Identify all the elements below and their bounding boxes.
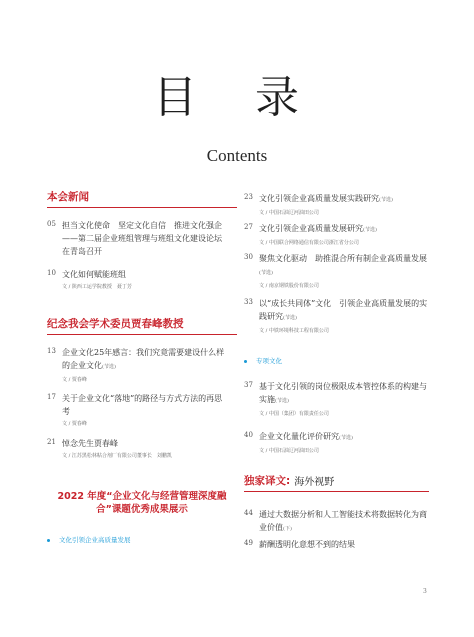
entry-title: 文化引领企业高质量发展研究 [259, 224, 363, 233]
entry-author: 文 / 中铁环境科技工程有限公司 [259, 328, 329, 334]
page-ref: 44 [244, 509, 253, 517]
entry-title: 关于企业文化“落地”的路径与方式方法的再思考 [62, 394, 223, 416]
entry-author: 文 / 中国（集团）有限责任公司 [259, 411, 329, 417]
section-heading-research: 2022 年度“企业文化与经营管理深度融合”课题优秀成果展示 [57, 491, 227, 515]
bullet-dot [47, 539, 50, 542]
section-heading-translation [244, 473, 429, 492]
entry-author: 文 / 中国石油辽河油田公司 [259, 448, 319, 454]
page-ref: 10 [47, 269, 56, 277]
page-ref: 30 [244, 253, 253, 261]
excerpt-note: (节选) [339, 435, 353, 441]
entry-title: 基于文化引领的岗位极限成本管控体系的构建与实施 [259, 382, 427, 404]
excerpt-note: (下) [283, 526, 292, 532]
entry-title: 通过大数据分析和人工智能技术将数据转化为商业价值 [259, 510, 427, 532]
section-heading-memorial: 纪念我会学术委员贾春峰教授 [47, 316, 237, 335]
entry-author: 文 / 贾春峰 [62, 377, 87, 383]
entry-author: 文 / 中国石油辽河油田公司 [259, 210, 319, 216]
page-ref: 05 [47, 220, 56, 228]
excerpt-note: (节选) [259, 270, 273, 276]
toc-entry[interactable] [47, 346, 237, 384]
excerpt-note: (节选) [379, 197, 393, 203]
excerpt-note: (节选) [363, 227, 377, 233]
page-ref: 49 [244, 539, 253, 547]
entry-title: 文化引领企业高质量发展实践研究 [259, 194, 379, 203]
toc-entry[interactable] [47, 268, 237, 291]
entry-title: 聚焦文化驱动 助推混合所有制企业高质量发展 [259, 254, 427, 263]
page-subtitle: Contents [206, 146, 268, 165]
entry-title: 文化如何赋能班组 [62, 270, 126, 279]
page-ref: 21 [47, 438, 56, 446]
page-ref: 37 [244, 381, 253, 389]
section-heading-news: 本会新闻 [47, 189, 237, 208]
page-ref: 23 [244, 193, 253, 201]
entry-title: 薪酬透明化意想不到的结果 [259, 540, 355, 549]
toc-entry[interactable] [244, 538, 429, 551]
entry-author: 文 / 陕西工运学院教授 聂丁芳 [62, 284, 132, 290]
entry-author: 文 / 江苏黑松林粘合剂厂有限公司董事长 刘鹏凯 [62, 453, 172, 459]
subsection-culture-lead: 文化引领企业高质量发展 [47, 535, 131, 544]
excerpt-note: (节选) [283, 315, 297, 321]
excerpt-note: (节选) [102, 364, 116, 370]
toc-entry[interactable] [244, 192, 429, 217]
bullet-dot [244, 360, 247, 363]
entry-title: 悼念先生贾春峰 [62, 439, 118, 448]
entry-title: 企业文化25年感言：我们究竟需要建设什么样的企业文化 [62, 348, 225, 370]
page-ref: 33 [244, 298, 253, 306]
entry-title: 企业文化量化评价研究 [259, 432, 339, 441]
toc-entry[interactable] [47, 392, 237, 428]
entry-author: 文 / 贾春峰 [62, 421, 87, 427]
excerpt-note: (节选) [275, 398, 289, 404]
page-ref: 17 [47, 393, 56, 401]
entry-author: 文 / 南京钢铁股份有限公司 [259, 283, 319, 289]
toc-entry[interactable] [244, 222, 429, 247]
entry-author: 文 / 中国联合网络通信有限公司浙江省分公司 [259, 240, 359, 246]
toc-entry[interactable] [244, 380, 429, 418]
toc-entry[interactable] [244, 508, 429, 536]
page-ref: 13 [47, 347, 56, 355]
subsection-special-culture: 专项文化 [244, 356, 282, 365]
page-title: 目 录 [153, 72, 321, 123]
entry-title: 担当文化使命 坚定文化自信 推进文化强企——第二届企业班组管理与班组文化建设论坛在青岛召开 [62, 221, 222, 256]
translation-subtitle: 海外视野 [294, 477, 335, 488]
toc-entry[interactable] [244, 430, 429, 455]
entry-title: 以“成长共同体”文化 引领企业高质量发展的实践研究 [259, 299, 428, 321]
page-number: 3 [423, 588, 427, 595]
toc-entry[interactable] [47, 437, 237, 460]
toc-entry[interactable] [244, 297, 429, 335]
toc-entry[interactable] [244, 252, 429, 290]
page-ref: 27 [244, 223, 253, 231]
toc-entry[interactable] [47, 219, 237, 258]
page-ref: 40 [244, 431, 253, 439]
translation-label: 独家译文: [244, 475, 291, 487]
